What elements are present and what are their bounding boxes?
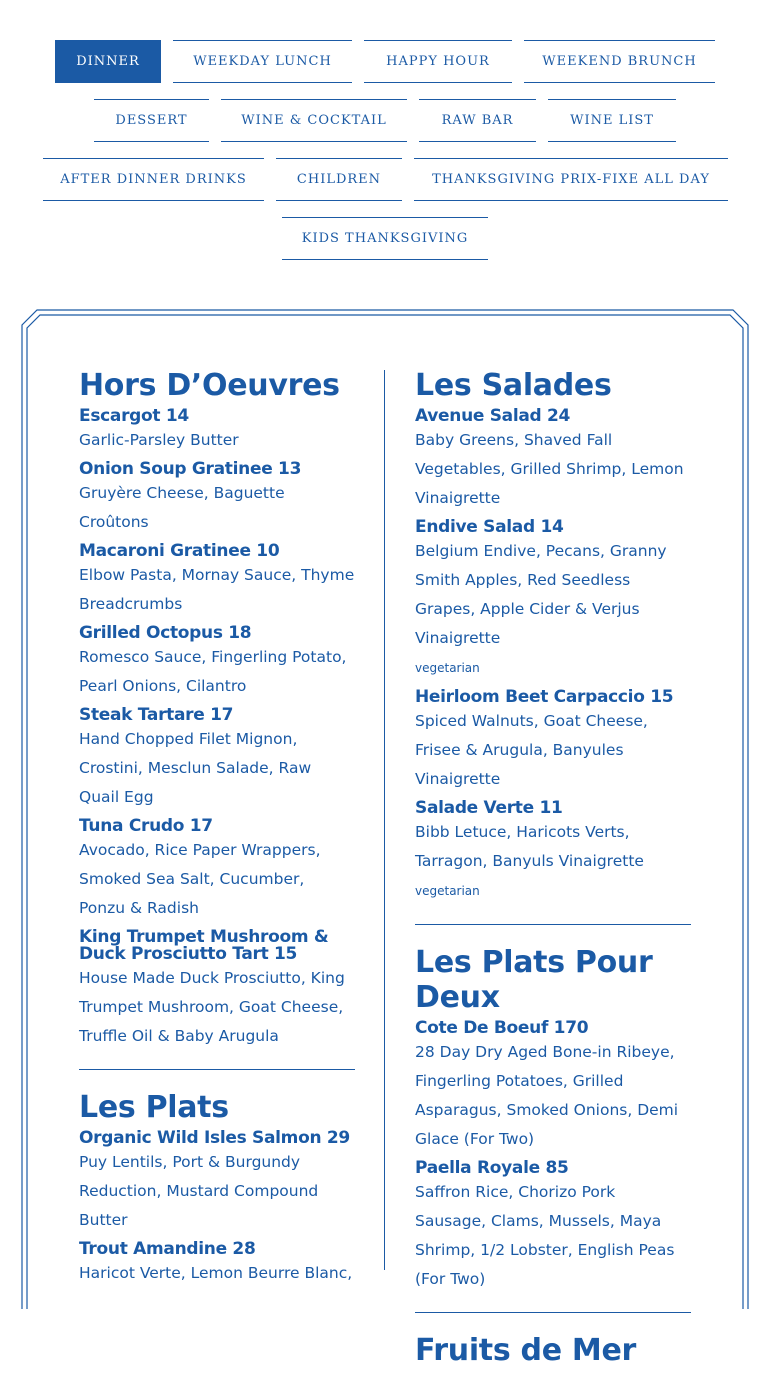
section-separator (415, 924, 691, 925)
tab-thanksgiving-prix-fixe[interactable]: THANKSGIVING PRIX-FIXE ALL DAY (414, 158, 728, 201)
section-title: Fruits de Mer (415, 1333, 637, 1368)
item-name: King Trumpet Mushroom & Duck Prosciutto Tart 15 (79, 927, 329, 964)
section-title: Les Salades (415, 368, 612, 403)
menu-item (415, 408, 691, 513)
menu-item (79, 818, 355, 923)
menu-item (415, 689, 691, 794)
tab-weekend-brunch[interactable]: WEEKEND BRUNCH (524, 40, 715, 83)
tab-weekday-lunch[interactable]: WEEKDAY LUNCH (173, 40, 352, 83)
tab-wine-list[interactable]: WINE LIST (548, 99, 676, 142)
tab-wine-cocktail[interactable]: WINE & COCKTAIL (221, 99, 407, 142)
right-column (415, 368, 691, 1373)
tab-happy-hour[interactable]: HAPPY HOUR (364, 40, 512, 83)
item-name: Heirloom Beet Carpaccio 15 (415, 687, 674, 707)
item-description: Romesco Sauce, Fingerling Potato, Pearl Onions, Cilantro (79, 648, 347, 695)
tab-kids-thanksgiving[interactable]: KIDS THANKSGIVING (282, 217, 488, 260)
item-description: Baby Greens, Shaved Fall Vegetables, Grilled Shrimp, Lemon Vinaigrette (415, 431, 684, 507)
section-plats-pour-deux (415, 945, 691, 1294)
section-separator (79, 1069, 355, 1070)
item-name: Cote De Boeuf 170 (415, 1018, 589, 1038)
item-name: Avenue Salad 24 (415, 406, 571, 426)
item-name: Tuna Crudo 17 (79, 816, 213, 836)
menu-item (79, 707, 355, 812)
left-column (79, 368, 355, 1294)
section-hors-doeuvres (79, 368, 355, 1051)
dietary-tag: vegetarian (415, 884, 480, 898)
tab-children[interactable]: CHILDREN (276, 158, 402, 201)
item-description: Puy Lentils, Port & Burgundy Reduction, Mustard Compound Butter (79, 1153, 319, 1229)
item-description: Haricot Verte, Lemon Beurre Blanc, (79, 1264, 353, 1282)
item-description: Hand Chopped Filet Mignon, Crostini, Mesclun Salade, Raw Quail Egg (79, 730, 312, 806)
menu-item (79, 929, 355, 1051)
tab-dessert[interactable]: DESSERT (94, 99, 209, 142)
menu-item (415, 1020, 691, 1154)
item-description: Belgium Endive, Pecans, Granny Smith Apples, Red Seedless Grapes, Apple Cider & Verjus Vinaigrette (415, 542, 667, 647)
menu-item (79, 625, 355, 701)
section-les-plats (79, 1090, 355, 1288)
item-name: Salade Verte 11 (415, 798, 563, 818)
section-title: Les Plats Pour Deux (415, 945, 653, 1015)
item-description: Elbow Pasta, Mornay Sauce, Thyme Breadcrumbs (79, 566, 355, 613)
menu-item (415, 519, 691, 683)
item-description: Spiced Walnuts, Goat Cheese, Frisee & Arugula, Banyules Vinaigrette (415, 712, 648, 788)
menu-item (79, 543, 355, 619)
tab-dinner[interactable]: DINNER (55, 40, 161, 83)
section-les-salades (415, 368, 691, 906)
item-description: Bibb Letuce, Haricots Verts, Tarragon, Banyuls Vinaigrette (415, 823, 644, 870)
item-name: Macaroni Gratinee 10 (79, 541, 280, 561)
column-divider (384, 370, 385, 1270)
item-name: Endive Salad 14 (415, 517, 564, 537)
menu-item (79, 1130, 355, 1235)
menu-item (79, 461, 355, 537)
tab-raw-bar[interactable]: RAW BAR (419, 99, 536, 142)
item-name: Onion Soup Gratinee 13 (79, 459, 302, 479)
menu-item (79, 408, 355, 455)
menu-item (415, 800, 691, 906)
tab-after-dinner-drinks[interactable]: AFTER DINNER DRINKS (43, 158, 264, 201)
item-description: Saffron Rice, Chorizo Pork Sausage, Clams, Mussels, Maya Shrimp, 1/2 Lobster, English Peas (For Two) (415, 1183, 675, 1288)
section-fruits-de-mer (415, 1333, 691, 1368)
item-description: Garlic-Parsley Butter (79, 431, 239, 449)
dietary-tag: vegetarian (415, 661, 480, 675)
section-title: Hors D’Oeuvres (79, 368, 340, 403)
item-name: Escargot 14 (79, 406, 189, 426)
item-description: Gruyère Cheese, Baguette Croûtons (79, 484, 285, 531)
section-separator (415, 1312, 691, 1313)
item-name: Organic Wild Isles Salmon 29 (79, 1128, 350, 1148)
item-name: Paella Royale 85 (415, 1158, 569, 1178)
item-name: Grilled Octopus 18 (79, 623, 252, 643)
item-description: House Made Duck Prosciutto, King Trumpet Mushroom, Goat Cheese, Truffle Oil & Baby Arugula (79, 969, 345, 1045)
menu-item (79, 1241, 355, 1288)
item-description: Avocado, Rice Paper Wrappers, Smoked Sea Salt, Cucumber, Ponzu & Radish (79, 841, 321, 917)
section-title: Les Plats (79, 1090, 229, 1125)
item-name: Trout Amandine 28 (79, 1239, 256, 1259)
menu-item (415, 1160, 691, 1294)
item-description: 28 Day Dry Aged Bone-in Ribeye, Fingerling Potatoes, Grilled Asparagus, Smoked Onions, Demi Glace (For Two) (415, 1043, 679, 1148)
item-name: Steak Tartare 17 (79, 705, 234, 725)
